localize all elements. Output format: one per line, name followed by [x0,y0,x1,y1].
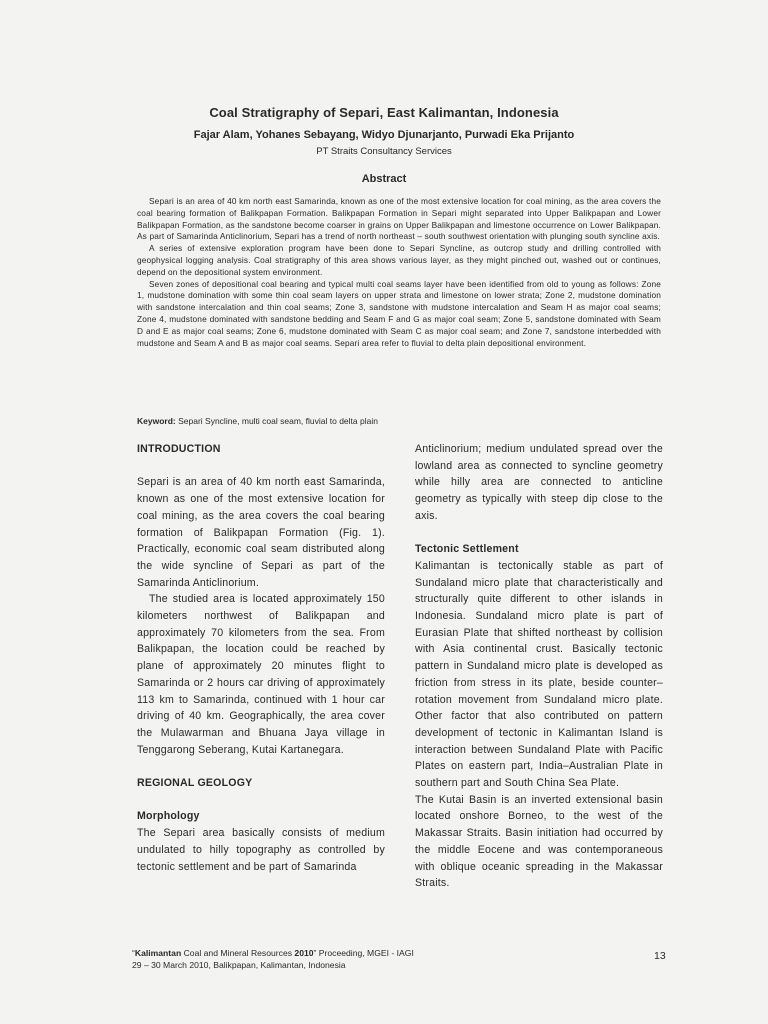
footer-dates: 29 – 30 March 2010, Balikpapan, Kalimantan, Indonesia [132,960,346,970]
paper-title: Coal Stratigraphy of Separi, East Kalimantan, Indonesia [209,105,559,120]
body-paragraph: Kalimantan is tectonically stable as part of Sundaland micro plate that characteristically and structurally quite different to other islands in Indonesia. Sundaland micro plate is part of Eurasian Plate that shifted northeast by collision with Asia continental crust. Basically tectonic pattern in Sundaland micro plate is developed as friction from stress in its plate, beside counter–rotation movement from Sundaland micro plate. Other factor that also contributed on pattern development of tectonic in Kalimantan Island is interaction between Sundaland Plate with Pacific Plates on eastern part, India–Australian Plate in southern part and South China Sea Plate. [415,559,663,790]
footer-journal-bold: Kalimantan [134,948,182,958]
footer-year: 2010 [294,948,314,958]
section-heading-introduction: INTRODUCTION [137,443,221,455]
abstract-body [137,196,661,349]
body-paragraph: The studied area is located approximately 150 kilometers northwest of Balikpapan and approximately 70 kilometers from the sea. From Balikpapan, the location could be reached by plane of approximately 20 minutes flight to Samarinda or 2 hours car driving of approximately 113 km to Samarinda, continued with 1 hour car driving of 40 km. Geographically, the area cover the Mulawarman and Bhuana Jaya village in Tenggarong Seberang, Kutai Kartanegara. [137,593,385,756]
keyword-label: Keyword: [137,416,176,426]
paper-authors: Fajar Alam, Yohanes Sebayang, Widyo Djunarjanto, Purwadi Eka Prijanto [193,129,575,141]
body-paragraph: Anticlinorium; medium undulated spread over the lowland area as connected to syncline geometry while hilly area are connected to anticline geometry as typically with steep dip close to the axis. [415,443,663,522]
section-heading-regional-geology: REGIONAL GEOLOGY [137,777,253,790]
footer-proceeding-line [132,947,414,959]
abstract-heading: Abstract [361,173,407,185]
subsection-heading-morphology: Morphology [137,810,200,823]
page-number: 13 [654,950,666,962]
body-paragraph: The Kutai Basin is an inverted extensional basin located onshore Borneo, to the west of the Makassar Straits. Basin initiation had occurred by the middle Eocene and was contemporaneous with oblique oceanic spreading in the Makassar Straits. [415,793,663,890]
keywords-line [137,416,661,426]
footer-quote-open: “ [132,948,135,958]
left-column [137,441,385,875]
abstract-paragraph: Separi is an area of 40 km north east Samarinda, known as one of the most extensive location for coal mining, as the area covers the coal bearing formation of Balikpapan Formation. Balikpapan Formation in Separi might separated into Upper Balikpapan and Lower Balikpapan Formation, as the sandstone become coarser in grains on Upper Balikpapan and limestone occurrence on Lower Balikpapan. As part of Samarinda Anticlinorium, Separi has a trend of north northeast – south southwest orientation with plunging south syncline axis. [137,196,661,242]
body-paragraph: The Separi area basically consists of medium undulated to hilly topography as controlled by tectonic settlement and be part of Samarinda [137,827,385,873]
subsection-heading-tectonic-settlement: Tectonic Settlement [415,543,519,556]
paper-affiliation: PT Straits Consultancy Services [316,146,452,157]
right-column [415,441,663,892]
abstract-paragraph: Seven zones of depositional coal bearing and typical multi coal seams layer have been identified from old to young as follows: Zone 1, mudstone domination with some thin coal seam layers on upper strata and limestone on lower strata; Zone 2, mudstone domination with sandstone intercalation and thin coal seams; Zone 3, sandstone with mudstone intercalation and Seam H as major coal seams; Zone 4, mudstone dominated with sandstone bedding and Seam F and G as major coal seam; Zone 5, sandstone dominated with Seam D and E as major coal seams; Zone 6, mudstone dominated with Seam C as major coal seam; and Zone 7, sandstone interbedded with mudstone and Seam A and B as major coal seams. Separi area refer to fluvial to delta plain depositional environment. [137,278,661,348]
footer-journal-end: ” Proceeding, MGEI - IAGI [313,948,414,958]
footer-citation [132,947,414,971]
abstract-paragraph: A series of extensive exploration program have been done to Separi Syncline, as outcrop study and drilling controlled with geophysical logging analysis. Coal stratigraphy of this area shows various layer, as they might pinched out, washed out or continues, depend on the depositional system environment. [137,243,661,277]
footer-journal-text: Coal and Mineral Resources [181,948,295,958]
body-paragraph: Separi is an area of 40 km north east Samarinda, known as one of the most extensive location for coal mining, as the area covers the coal bearing formation of Balikpapan Formation (Fig. 1). Practically, economic coal seam distributed along the wide syncline of Separi as part of the Samarinda Anticlinorium. [137,476,385,589]
keyword-list: Separi Syncline, multi coal seam, fluvial to delta plain [175,416,378,426]
